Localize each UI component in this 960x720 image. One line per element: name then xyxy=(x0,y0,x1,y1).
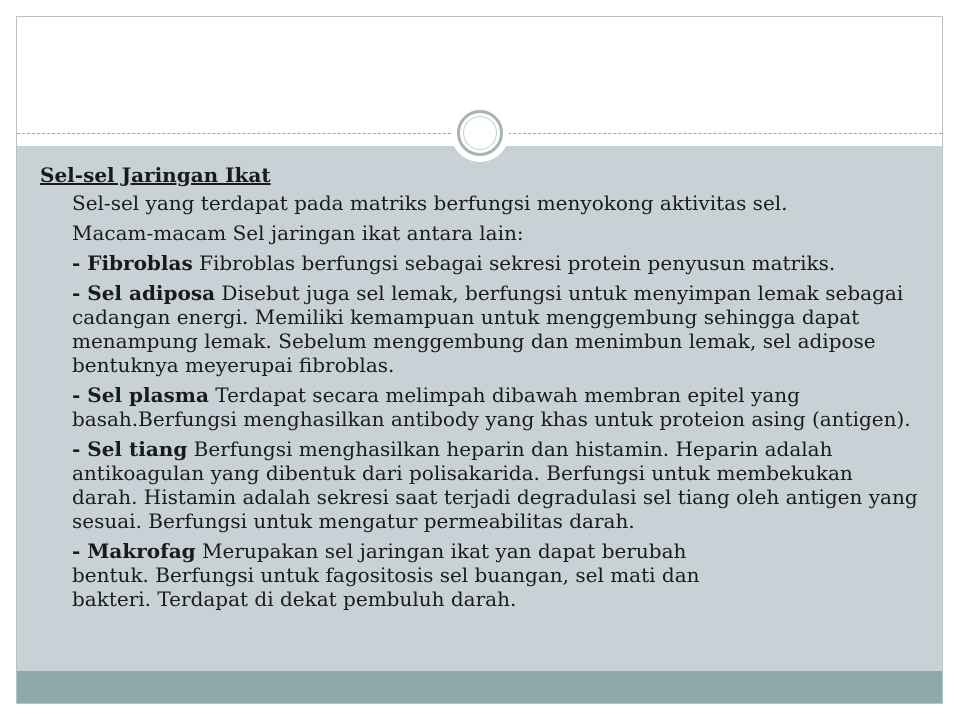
item-term: - Sel plasma xyxy=(72,383,209,407)
item-term: - Sel tiang xyxy=(72,437,188,461)
list-item-sel-adiposa xyxy=(72,281,920,377)
item-term: - Makrofag xyxy=(72,539,196,563)
item-term: - Sel adiposa xyxy=(72,281,216,305)
item-description: Fibroblas berfungsi sebagai sekresi protein penyusun matriks. xyxy=(192,251,836,275)
circle-ornament-icon xyxy=(451,104,509,162)
footer-band xyxy=(17,671,942,703)
list-item-fibroblas xyxy=(72,251,920,275)
section-heading: Sel-sel Jaringan Ikat xyxy=(40,163,271,187)
item-description: Terdapat secara melimpah dibawah membran epitel yang basah.Berfungsi menghasilkan antibody yang khas untuk proteion asing (antigen). xyxy=(72,383,911,431)
item-term: - Fibroblas xyxy=(72,251,193,275)
list-item-sel-plasma xyxy=(72,383,920,431)
slide-body xyxy=(40,161,920,617)
item-description: Merupakan sel jaringan ikat yan dapat berubah bentuk. Berfungsi untuk fagositosis sel buangan, sel mati dan bakteri. Terdapat di dekat pembuluh darah. xyxy=(72,539,700,611)
item-description: Berfungsi menghasilkan heparin dan histamin. Heparin adalah antikoagulan yang dibentuk dari polisakarida. Berfungsi untuk membekukan darah. Histamin adalah sekresi saat terjadi degradulasi sel tiang oleh antigen yang sesuai. Berfungsi untuk mengatur permeabilitas darah. xyxy=(72,437,918,533)
intro-text: Sel-sel yang terdapat pada matriks berfungsi menyokong aktivitas sel. xyxy=(72,191,788,215)
list-item-makrofag xyxy=(72,539,762,611)
list-item-sel-tiang xyxy=(72,437,920,533)
item-description: Disebut juga sel lemak, berfungsi untuk menyimpan lemak sebagai cadangan energi. Memiliki kemampuan untuk menggembung sehingga dapat menampung lemak. Sebelum menggembung dan menimbun lemak, sel adipose bentuknya meyerupai fibroblas. xyxy=(72,281,904,377)
list-intro-text: Macam-macam Sel jaringan ikat antara lain: xyxy=(72,221,524,245)
